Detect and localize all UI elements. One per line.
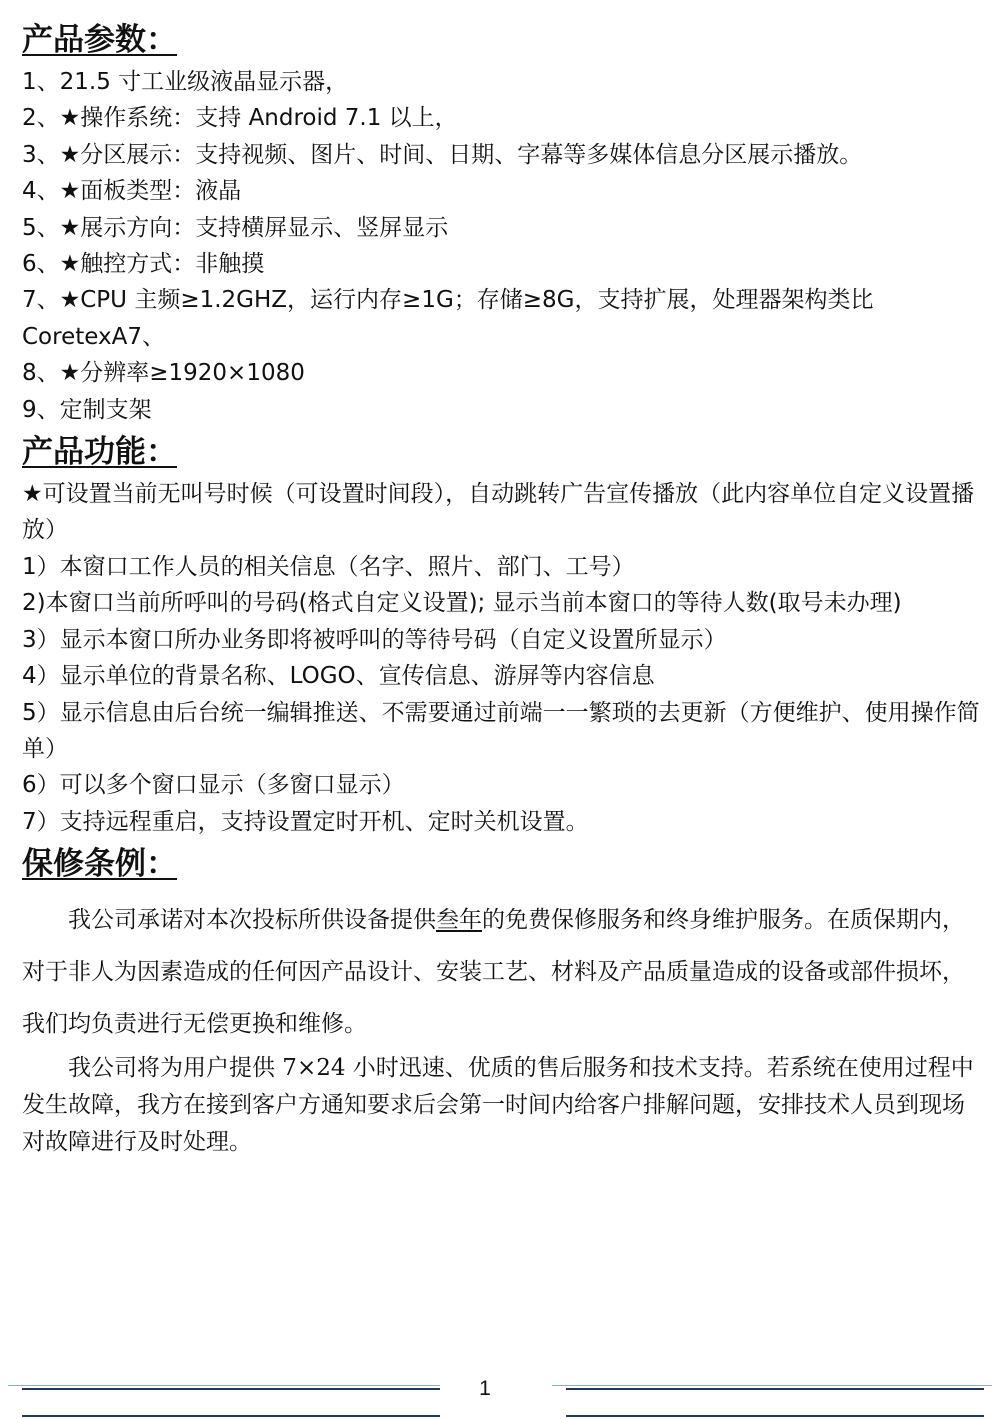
functions-item: 2)本窗口当前所呼叫的号码(格式自定义设置); 显示当前本窗口的等待人数(取号未办理): [22, 590, 902, 617]
footer-rule: [552, 1385, 992, 1386]
params-item: 9、定制支架: [22, 396, 152, 423]
params-item: 7、★CPU 主频≥1.2GHZ，运行内存≥1G；存储≥8G，支持扩展，处理器架构类比 CoretexA7、: [22, 287, 874, 350]
warranty-paragraph-1: [22, 894, 987, 1050]
functions-item: 5）显示信息由后台统一编辑推送、不需要通过前端一一繁琐的去更新（方便维护、使用操作简单）: [22, 699, 980, 762]
page-number: 1: [479, 1377, 491, 1400]
params-item: 8、★分辨率≥1920×1080: [22, 360, 305, 387]
footer-rule: [22, 1388, 440, 1390]
params-item: 5、★展示方向：支持横屏显示、竖屏显示: [22, 214, 449, 241]
footer-rule: [22, 1415, 440, 1417]
heading-product-params: 产品参数：: [22, 22, 177, 58]
params-item: 6、★触控方式：非触摸: [22, 251, 265, 278]
params-item: 4、★面板类型：液晶: [22, 178, 242, 205]
heading-product-functions: 产品功能：: [22, 434, 177, 471]
functions-item: 1）本窗口工作人员的相关信息（名字、照片、部门、工号）: [22, 553, 635, 580]
footer-rule: [566, 1388, 984, 1390]
functions-item: 3）显示本窗口所办业务即将被呼叫的等待号码（自定义设置所显示）: [22, 626, 727, 653]
heading-warranty: 保修条例：: [22, 846, 177, 883]
params-item: 3、★分区展示：支持视频、图片、时间、日期、字幕等多媒体信息分区展示播放。: [22, 141, 863, 168]
params-list: [22, 64, 987, 428]
functions-item: ★可设置当前无叫号时候（可设置时间段），自动跳转广告宣传播放（此内容单位自定义设置播放）: [22, 481, 975, 544]
functions-item: 7）支持远程重启，支持设置定时开机、定时关机设置。: [22, 808, 589, 835]
warranty-text-after: 的免费保修服务和终身维护服务。在质保期内，对于非人为因素造成的任何因产品设计、安装工艺、材料及产品质量造成的设备或部件损坏，我们均负责进行无偿更换和维修。: [22, 907, 965, 1038]
footer-rule: [8, 1385, 440, 1386]
params-item: 2、★操作系统：支持 Android 7.1 以上，: [22, 105, 458, 132]
footer-rule: [566, 1415, 984, 1417]
warranty-text-before: 我公司承诺对本次投标所供设备提供: [68, 907, 436, 934]
warranty-period: 叁年: [436, 907, 482, 934]
params-item: 1、21.5 寸工业级液晶显示器，: [22, 69, 349, 95]
warranty-paragraph-2: 我公司将为用户提供 7×24 小时迅速、优质的售后服务和技术支持。若系统在使用过程中发生故障，我方在接到客户方通知要求后会第一时间内给客户排解问题，安排技术人员到现场对故障进行及时处理。: [22, 1055, 974, 1156]
page-footer: [0, 1374, 1000, 1419]
functions-item: 6）可以多个窗口显示（多窗口显示）: [22, 772, 405, 799]
functions-list: [22, 476, 987, 840]
page-content: [22, 16, 987, 1161]
functions-item: 4）显示单位的背景名称、LOGO、宣传信息、游屏等内容信息: [22, 663, 655, 690]
